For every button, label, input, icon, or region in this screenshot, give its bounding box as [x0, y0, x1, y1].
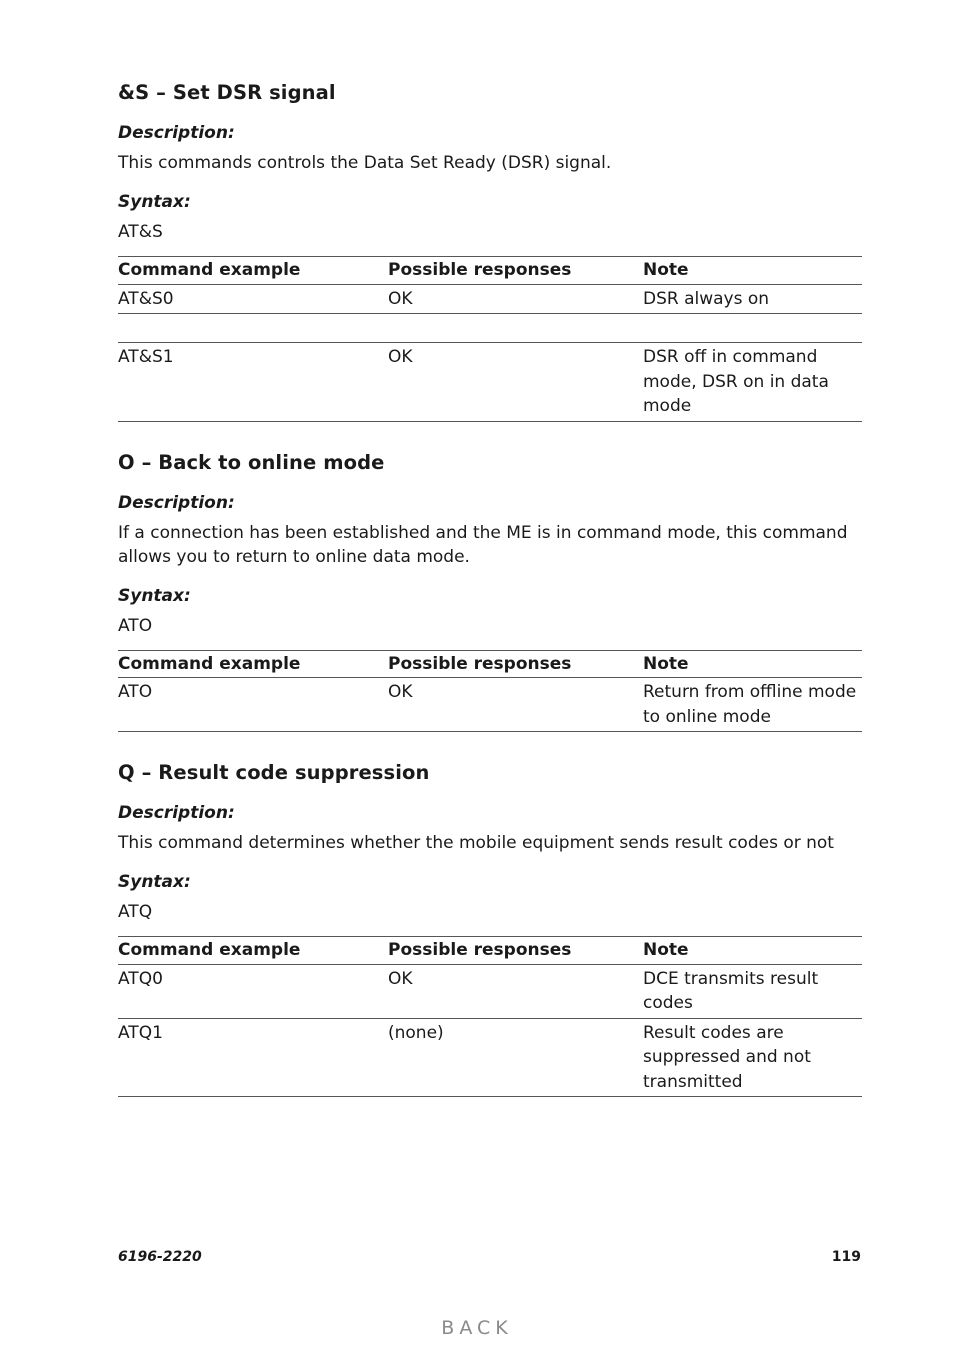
header-command-example: Command example: [118, 257, 388, 285]
table-row: [118, 678, 862, 732]
command-table: [118, 936, 862, 1097]
header-note: Note: [643, 257, 862, 285]
section-title: O – Back to online mode: [118, 450, 385, 474]
section-title: &S – Set DSR signal: [118, 81, 336, 104]
cell-response: [388, 314, 643, 343]
cell-response: OK: [388, 678, 643, 732]
cell-response: OK: [388, 343, 643, 422]
header-command-example: Command example: [118, 650, 388, 678]
cell-response: OK: [388, 964, 643, 1018]
syntax-text: AT&S: [118, 222, 163, 242]
description-label: Description:: [118, 123, 235, 143]
syntax-label: Syntax:: [118, 585, 191, 606]
cell-command: AT&S0: [118, 284, 388, 314]
cell-response: OK: [388, 284, 643, 314]
section-result-code-suppression: [118, 758, 862, 1097]
table-row: [118, 964, 862, 1018]
description-label: Description:: [118, 803, 235, 823]
cell-command: AT&S1: [118, 343, 388, 422]
description-text: This commands controls the Data Set Ready (DSR) signal.: [118, 153, 612, 173]
table-row: [118, 314, 862, 343]
description-label: Description:: [118, 492, 235, 513]
cell-note: Result codes are suppressed and not transmitted: [643, 1018, 862, 1097]
syntax-label: Syntax:: [118, 192, 191, 212]
cell-note: Return from offline mode to online mode: [643, 678, 862, 732]
document-number: 6196-2220: [118, 1249, 202, 1265]
command-table: [118, 256, 862, 422]
syntax-text: ATO: [118, 615, 153, 636]
section-title: Q – Result code suppression: [118, 761, 430, 784]
page-content: [118, 78, 862, 1097]
back-link[interactable]: BACK: [441, 1317, 513, 1339]
header-command-example: Command example: [118, 937, 388, 965]
description-text: This command determines whether the mobile equipment sends result codes or not: [118, 833, 834, 853]
table-header-row: [118, 257, 862, 285]
table-row: [118, 284, 862, 314]
section-set-dsr-signal: [118, 78, 862, 422]
table-row: [118, 343, 862, 422]
cell-command: [118, 314, 388, 343]
table-row: [118, 1018, 862, 1097]
cell-command: ATO: [118, 678, 388, 732]
description-text: If a connection has been established and the ME is in command mode, this command allows you to return to online data mode.: [118, 522, 848, 567]
cell-note: DSR always on: [643, 284, 862, 314]
cell-note: DSR off in command mode, DSR on in data mode: [643, 343, 862, 422]
header-possible-responses: Possible responses: [388, 650, 643, 678]
page-number: 119: [831, 1249, 861, 1265]
header-possible-responses: Possible responses: [388, 257, 643, 285]
cell-command: ATQ0: [118, 964, 388, 1018]
syntax-text: ATQ: [118, 902, 153, 922]
cell-response: (none): [388, 1018, 643, 1097]
syntax-label: Syntax:: [118, 872, 191, 892]
header-possible-responses: Possible responses: [388, 937, 643, 965]
command-table: [118, 650, 862, 733]
cell-note: DCE transmits result codes: [643, 964, 862, 1018]
cell-note: [643, 314, 862, 343]
header-note: Note: [643, 937, 862, 965]
section-back-to-online-mode: [118, 448, 862, 733]
table-header-row: [118, 937, 862, 965]
table-header-row: [118, 650, 862, 678]
header-note: Note: [643, 650, 862, 678]
cell-command: ATQ1: [118, 1018, 388, 1097]
